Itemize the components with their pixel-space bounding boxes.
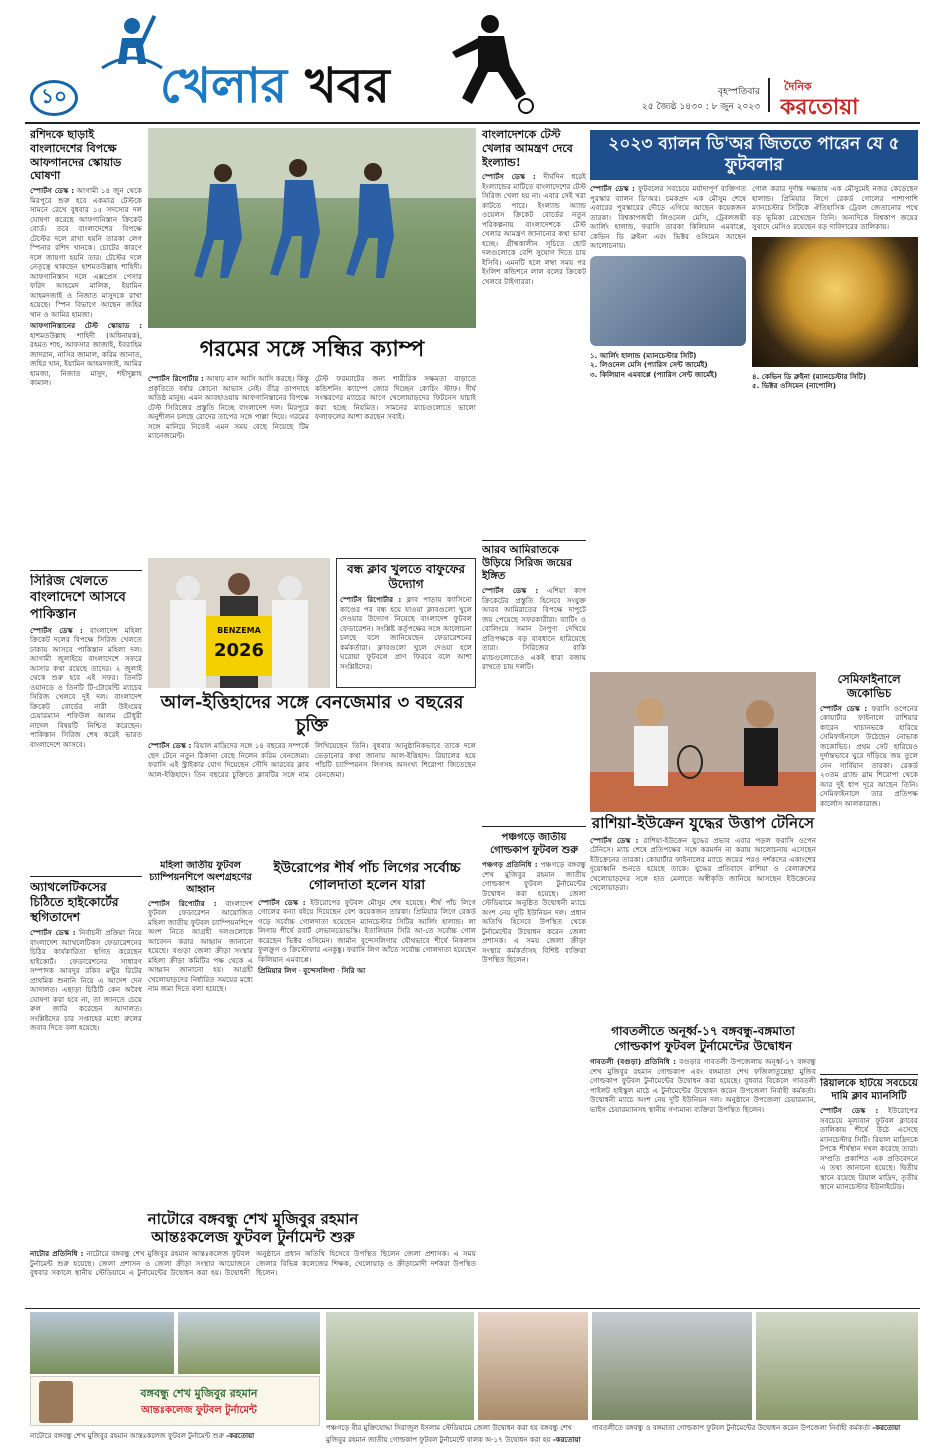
dateline: স্পোর্টস রিপোর্টার : — [148, 374, 204, 383]
story-afghan-squad — [30, 128, 142, 568]
body: বাংলাদেশ ফুটবল ফেডারেশন আয়োজিত মহিলা জাতীয় ফুটবল চ্যাম্পিয়নশিপে অংশ নিতে আগ্রহী দলগুলোকে আবেদন করার আহ্বান জানানো হয়েছে। বগুড়া জেলা ক্রীড়া সংস্থার মহিলা ক্রীড়া কমিটির পক্ষ থেকে এ আহ্বান জানানো হয়। আগ্রহী খেলোয়াড়দের নির্ধারিত সময়ের মধ্যে নাম জমা দিতে বলা হয়েছে। — [148, 898, 253, 994]
body-right: টেস্ট ফরম্যাটের জন্য শারীরিক সক্ষমতা বাড়াতে কন্ডিশনিং ক্যাম্পে জোর দিচ্ছেন কোচিং স্টাফ। দীর্ঘ সংস্করণের ম্যাচের আগে খেলোয়াড়দের ফিটনেস যাচাই করা হচ্ছে নিয়মিত। সামনের ম্যাচগুলোতে ভালো ফলাফলের আশা করছেন সবাই। — [315, 374, 476, 421]
headline: রশিদকে ছাড়াই বাংলাদেশের বিপক্ষে আফগানদের স্কোয়াড ঘোষণা — [30, 128, 122, 183]
player-collage-photo — [590, 256, 746, 346]
gabtali-photo-2 — [756, 1312, 918, 1420]
sub-serie-a: সিরি আ — [341, 966, 366, 976]
headline-1: নাটোরে বঙ্গবন্ধু শেখ মুজিবুর রহমান — [147, 1210, 359, 1228]
issue-date: ২৫ জ্যৈষ্ঠ ১৪৩০ : ৮ জুন ২০২৩ — [641, 102, 760, 112]
section-title-khelar: খেলার — [160, 58, 288, 114]
ballon-dor-trophy-photo — [752, 237, 918, 367]
panchagarh-caption: পঞ্চগড়ে বীর মুক্তিযোদ্ধা সিরাজুল ইসলাম স্টেডিয়ামে জেলা উদ্বোধন করা হয় বঙ্গবন্ধু শেখ মুজিবুর রহমান জাতীয় গোল্ডকাপ ফুটবল টুর্নামেন্টে বালক অ-১৭ উদ্বোধন করা হয় -করতোয়া — [326, 1424, 581, 1444]
headline: রাশিয়া-ইউক্রেন যুদ্ধের উত্তাপ টেনিসে — [591, 814, 815, 832]
dateline: পঞ্চগড় প্রতিনিধি : — [482, 860, 538, 869]
dateline: স্পোর্টস ডেস্ক : — [590, 835, 639, 845]
squad: হাশমতউল্লাহ শাহিদী (অধিনায়ক), রহমত শাহ, আফসার জাজাই, ইবরাহিম জাদরান, নাসির জামাল, করিম জানাত, জহির খান, ইয়ামিন আহমদজাই, আমির হামজা, নিজাত মাসুদ, শহীদুল্লাহ কামাল। — [30, 330, 142, 387]
natore-caption: নাটোরে বঙ্গবন্ধু শেখ মুজিবুর রহমান আন্তঃকলেজ ফুটবল টুর্নামেন্ট শুরু -করতোয়া — [30, 1432, 255, 1440]
dateline: স্পোর্টস ডেস্ক : — [30, 625, 83, 635]
story-pakistan-series — [30, 574, 142, 874]
jersey-name: BENZEMA — [217, 626, 261, 635]
natore-photo-1 — [30, 1312, 174, 1374]
footballer-icon — [430, 8, 540, 118]
story-benzema — [148, 690, 476, 858]
item-5: ৫. ভিক্টর ওসিমেন (নাপোলি) — [752, 381, 837, 390]
headline: গরমের সঙ্গে সন্ধির ক্যাম্প — [199, 336, 425, 362]
item-4: ৪. কেভিন ডি ব্রুইনা (ম্যানচেস্টার সিটি) — [752, 371, 867, 381]
headline: আরব আমিরাতকে উড়িয়ে সিরিজ জয়ের ইঙ্গিত — [482, 544, 573, 583]
sub-premier-league: প্রিমিয়ার লিগ — [258, 966, 297, 976]
camp-photo — [148, 128, 476, 328]
headline: আল-ইত্তিহাদের সঙ্গে বেনজেমার ৩ বছরের চুক্তি — [160, 692, 464, 736]
sub-heading: আফগানিস্তানের টেস্ট স্কোয়াড : — [30, 321, 142, 330]
headline: বাংলাদেশকে টেস্ট খেলার আমন্ত্রণ দেবে ইংল্যান্ড! — [482, 128, 573, 169]
dateline: নাটোর প্রতিনিধি : — [30, 1249, 84, 1258]
sub-bundesliga: বুন্দেসলিগা — [303, 966, 335, 976]
caption-credit: -করতোয়া — [226, 1432, 255, 1440]
body: নাটোরে বঙ্গবন্ধু শেখ মুজিবুর রহমান আন্তঃকলেজ ফুটবল টুর্নামেন্ট শুরু হয়েছে। জেলা প্রশাসন ও জেলা ক্রীড়া সংস্থার আয়োজনে বুধবার সকালে স্থানীয় স্টেডিয়ামে এ টুর্নামেন্টের উদ্বোধন করা হয়। উদ্বোধনী অনুষ্ঠানে প্রধান অতিথি হিসেবে উপস্থিত ছিলেন জেলা প্রশাসক। এ সময় জেলার বিভিন্ন কলেজের শিক্ষক, খেলোয়াড় ও ক্রীড়ামোদী দর্শকরা উপস্থিত ছিলেন। — [30, 1249, 476, 1277]
dateline: স্পোর্টস ডেস্ক : — [482, 586, 539, 596]
story-natore — [30, 1210, 476, 1306]
headline: সিরিজ খেলতে বাংলাদেশে আসবে পাকিস্তান — [30, 574, 126, 622]
masthead-rule — [25, 122, 920, 124]
story-summer-camp — [148, 330, 476, 554]
story-arab-emirates — [482, 544, 586, 824]
gabtali-caption: গাবতলীতে বঙ্গবন্ধু ও বঙ্গমাতা গোল্ডকাপ ফুটবল টুর্নামেন্টের উদ্বোধন করেন উপজেলা নির্বাহী কর্মকর্তা -করতোয়া — [592, 1424, 901, 1432]
story-europe-goals: ইউরোপের শীর্ষ পাঁচ লিগের সর্বোচ্চ গোলদাতা হলেন যারা স্পোর্টস ডেস্ক : ইউরোপের ফুটবল মৌসুম শেষ হয়েছে। শীর্ষ পাঁচ লিগে গোলের বন্যা বইয়ে দিয়েছেন বেশ কয়েকজন তারকা। প্রিমিয়ার লিগে রেকর্ড গড়ে সর্বোচ্চ গোলদাতা হয়েছেন ম্যানচেস্টার সিটির আর্লিং হালান্ড। লা লিগায় শীর্ষে রবার্ট লেভানডোভস্কি। ইতালিয়ান সিরি আ-তে সর্বোচ্চ গোল করেছেন ভিক্টর ওসিমেন। জার্মান বুন্দেসলিগায় যৌথভাবে শীর্ষে নিকলাস ফুলক্রুগ ও ক্রিস্টোফার এনকুঙ্কু। ফরাসি লিগ আঁতে সর্বোচ্চ গোলদাতা হয়েছেন কিলিয়ান এমবাপ্পে। প্রিমিয়ার লিগ · বুন্দেসলিগা · সিরি আ — [258, 860, 476, 976]
headline: সেমিফাইনালে জকোভিচ — [837, 672, 901, 701]
dateline: স্পোর্টস ডেস্ক : — [590, 184, 635, 193]
story-tennis — [590, 814, 816, 1020]
story-real-madrid — [820, 1078, 918, 1208]
dateline: স্পোর্টস ডেস্ক : — [820, 703, 868, 713]
caption-credit: -করতোয়া — [552, 1436, 581, 1444]
banner-portrait-icon — [39, 1381, 73, 1423]
dateline: স্পোর্টস ডেস্ক : — [258, 897, 306, 907]
headline: বন্ধ ক্লাব খুলতে বাফুফের উদ্যোগ — [346, 562, 466, 591]
banner-line-1: বঙ্গবন্ধু শেখ মুজিবুর রহমান — [140, 1387, 258, 1400]
body-left: আষাঢ় মাস আসি আসি করছে। কিন্তু প্রকৃতিতে বর্ষার কোনো আভাস নেই। তীব্র তাপদাহে অতিষ্ঠ মানুষ। এমন আবহাওয়ায় আফগানিস্তানের বিপক্ষে টেস্ট সিরিজের প্রস্তুতি নিচ্ছে বাংলাদেশ দল। মিরপুরে অনুশীলন চলছে রোদের তাপের সঙ্গে পাল্লা দিয়ে। গরমের সঙ্গে মানিয়ে নিতেই এমন সময় বেছে নিয়েছে টিম ম্যানেজমেন্ট। — [148, 374, 309, 440]
body: এশিয়া কাপ ক্রিকেটের প্রস্তুতি হিসেবে সংযুক্ত আরব আমিরাতের বিপক্ষে দাপুটে জয় পেয়েছে সফরকারীরা। ব্যাটিং ও বোলিংয়ে সমান নৈপুণ্য দেখিয়ে প্রতিপক্ষকে বড় ব্যবধানে হারিয়েছে তারা। সিরিজের বাকি ম্যাচগুলোতেও একই ধারা বজায় রাখতে চায় দলটি। — [482, 586, 586, 672]
item-2: ২. লিওনেল মেসি (প্যারিস সেন্ট জার্মেই) — [590, 360, 708, 369]
body: ফরাসি ওপেনের কোয়ার্টার ফাইনালে রাশিয়ার কারেন খাচানভকে হারিয়ে সেমিফাইনালে উঠেছেন নোভাক জকোভিচ। প্রথম সেট হারিয়েও দুর্দান্তভাবে ঘুরে দাঁড়িয়ে জয় তুলে নেন সার্বিয়ান তারকা। রেকর্ড ২৩তম গ্র্যান্ড স্লাম শিরোপা থেকে আর দুই ধাপ দূরে আছেন তিনি। সেমিফাইনালে তার প্রতিপক্ষ কার্লোস আলকারাজ। — [820, 703, 918, 808]
dateline: স্পোর্টস ডেস্ক : — [148, 741, 192, 750]
headline: রিয়ালকে হটিয়ে সবচেয়ে দামি ক্লাব ম্যানসিটি — [820, 1078, 918, 1102]
story-england-test — [482, 128, 586, 536]
body: রিয়াল মাদ্রিদের সঙ্গে ১৪ বছরের সম্পর্কে ছেদ টেনে নতুন ঠিকানা বেছে নিলেন করিম বেনজেমা। ফরাসি এই স্ট্রাইকার যোগ দিয়েছেন সৌদি আরবের ক্লাব আল-ইত্তিহাদে। তিন বছরের চুক্তিতে ক্লাবটির সঙ্গে নাম লিখিয়েছেন তিনি। বুধবার আনুষ্ঠানিকভাবে তাকে দলে ভেড়ানোর কথা জানায় আল-ইত্তিহাদ। রিয়ালের হয়ে পাঁচটি চ্যাম্পিয়নস লিগসহ অসংখ্য শিরোপা জিতেছেন বেনজেমা। — [148, 741, 476, 779]
masthead — [0, 0, 945, 122]
story-club — [336, 558, 476, 688]
weekday: বৃহস্পতিবার — [718, 87, 760, 97]
paper-name-small: দৈনিক — [784, 80, 812, 93]
divider — [482, 540, 586, 541]
photo-strip-rule — [25, 1308, 920, 1309]
item-3: ৩. কিলিয়ান এমবাপ্পে (প্যারিস সেন্ট জার্মেই) — [590, 369, 718, 379]
page-number-badge — [30, 80, 78, 116]
dateline: স্পোর্টস ডেস্ক : — [30, 186, 75, 195]
body: ইউরোপের সবচেয়ে মূল্যবান ফুটবল ক্লাবের তালিকায় শীর্ষে উঠে এসেছে ম্যানচেস্টার সিটি। রিয়াল মাদ্রিদকে টপকে শীর্ষস্থান দখল করেছে তারা। সম্প্রতি প্রকাশিত এক প্রতিবেদনে এ তথ্য জানানো হয়েছে। দ্বিতীয় স্থানে রয়েছে রিয়াল মাদ্রিদ, তৃতীয় স্থানে ম্যানচেস্টার ইউনাইটেড। — [820, 1106, 918, 1191]
body: বগুড়ার গাবতলী উপজেলায় অনূর্ধ্ব-১৭ বঙ্গবন্ধু শেখ মুজিবুর রহমান গোল্ডকাপ এবং বঙ্গমাতা শেখ ফজিলাতুন্নেছা মুজিব গোল্ডকাপ ফুটবল টুর্নামেন্টের উদ্বোধন করা হয়েছে। বুধবার বিকেলে গাবতলী পাইলট হাইস্কুল মাঠে এ টুর্নামেন্টের উদ্বোধন করেন উপজেলা নির্বাহী কর্মকর্তা। উদ্বোধনী ম্যাচে অংশ নেয় দুটি ইউনিয়ন দল। অনুষ্ঠানে উপজেলা চেয়ারম্যান, ভাইস চেয়ারম্যানসহ স্থানীয় গণ্যমান্য ব্যক্তিরা উপস্থিত ছিলেন। — [590, 1057, 816, 1114]
story-panchagarh — [482, 832, 586, 1132]
ballon-dor-banner — [590, 130, 918, 180]
tennis-photo — [590, 672, 816, 812]
story-women-football — [148, 860, 253, 1094]
divider — [820, 1074, 918, 1075]
body: বাংলাদেশ মহিলা ক্রিকেট দলের বিপক্ষে সিরিজ খেলতে ঢাকায় আসবে পাকিস্তান মহিলা দল। আগামী জুলাইয়ে বাংলাদেশে সফরে আসার কথা রয়েছে তাদের। ২ জুলাই থেকে শুরু হবে এই সফর। তিনটি ওয়ানডে ও তিনটি টি-টোয়েন্টি ম্যাচের সিরিজ খেলবে দুই দল। বাংলাদেশ ক্রিকেট বোর্ডের নারী উইংয়ের চেয়ারম্যান শফিউল আলম চৌধুরী নাদেল বিষয়টি নিশ্চিত করেছেন। পাকিস্তান সিরিজ শেষ করেই ভারত বাংলাদেশে আসবে। — [30, 625, 142, 749]
dateline: স্পোর্টস ডেস্ক : — [30, 928, 76, 937]
body: নির্বাচনী প্রক্রিয়া নিয়ে বাংলাদেশ অ্যাথলেটিকস ফেডারেশনের চিঠির কার্যকারিতা স্থগিত করেছেন হাইকোর্ট। ফেডারেশনের সাধারণ সম্পাদক আবদুর রকিব মন্টুর রিটের প্রাথমিক শুনানি নিয়ে এ আদেশ দেন আদালত। এছাড়া চিঠিটি কেন অবৈধ ঘোষণা করা হবে না, তা জানতে চেয়ে রুল জারি করেছেন আদালত। সংশ্লিষ্টদের চার সপ্তাহের মধ্যে রুলের জবাব দিতে বলা হয়েছে। — [30, 928, 142, 1032]
dateline: স্পোর্টস রিপোর্টার : — [340, 595, 402, 604]
masthead-divider — [768, 78, 770, 112]
panchagarh-photo-2 — [478, 1312, 588, 1420]
page-number: ১০ — [41, 83, 67, 108]
story-ballon-dor — [590, 184, 918, 668]
body-2: গোল করার দুর্দান্ত দক্ষতায় এক মৌসুমেই নজর কেড়েছেন হালান্ড। প্রিমিয়ার লিগে রেকর্ড গোলের পাশাপাশি ম্যানচেস্টার সিটিকে ঐতিহাসিক ট্রেবল জেতানোর পথে বড় ভূমিকা রেখেছেন তিনি। অন্যদিকে বিশ্বকাপ জয়ের সুবাদে মেসিও রয়েছেন বড় দাবিদারের তালিকায়। — [752, 184, 918, 231]
item-1: ১. আর্লিং হালান্ড (ম্যানচেস্টার সিটি) — [590, 350, 697, 360]
caption-credit: -করতোয়া — [872, 1424, 901, 1432]
divider — [30, 570, 142, 571]
panchagarh-photo-1 — [326, 1312, 474, 1420]
jersey-number: 2026 — [213, 640, 265, 661]
headline-2: আন্তঃকলেজ ফুটবল টুর্নামেন্ট শুরু — [151, 1228, 355, 1246]
paper-name: করতোয়া — [780, 94, 859, 120]
dateline: স্পোর্টস রিপোর্টার : — [148, 898, 217, 908]
headline: ইউরোপের শীর্ষ পাঁচ লিগের সর্বোচ্চ গোলদাতা হলেন যারা — [273, 860, 461, 893]
story-gabtali — [590, 1024, 816, 1208]
body-1: ফুটবলের সবচেয়ে মর্যাদাপূর্ণ ব্যক্তিগত পুরস্কার ব্যালন ডি'অর। চমকপ্রদ এক মৌসুম শেষে এবারের পুরস্কারের দৌড়ে এগিয়ে আছেন কয়েকজন তারকা। বিশ্বকাপজয়ী লিওনেল মেসি, ট্রেবলজয়ী আর্লিং হালান্ড, ফরাসি তারকা কিলিয়ান এমবাপ্পে, কেভিন ডি ব্রুইনা এবং ভিক্টর ওসিমেন আছেন আলোচনায়। — [590, 184, 747, 250]
banner-line-2: আন্তঃকলেজ ফুটবল টুর্নামেন্ট — [141, 1405, 257, 1416]
natore-banner-photo — [30, 1376, 320, 1426]
headline: ২০২৩ ব্যালন ডি'অর জিততে পারেন যে ৫ ফুটবলার — [608, 133, 900, 175]
gabtali-photo-1 — [592, 1312, 752, 1420]
benzema-photo — [148, 558, 330, 688]
headline: মহিলা জাতীয় ফুটবল চ্যাম্পিয়নশিপে অংশগ্রহণের আহ্বান — [149, 860, 252, 895]
headline: গাবতলীতে অনূর্ধ্ব-১৭ বঙ্গবন্ধু-বঙ্গমাতা গোল্ডকাপ ফুটবল টুর্নামেন্টের উদ্বোধন — [611, 1024, 795, 1053]
divider — [482, 826, 586, 827]
divider — [30, 876, 142, 877]
story-djokovic — [820, 672, 918, 1072]
section-title-khobor: খবর — [305, 58, 390, 114]
story-athletics — [30, 880, 142, 1206]
natore-photo-2 — [178, 1312, 320, 1374]
body: আগামী ১৪ জুন থেকে মিরপুরে শুরু হবে একমাত্র টেস্টকে সামনে রেখে বুধবার ১৫ সদস্যের দল ঘোষণা করেছে আফগানিস্তান ক্রিকেট বোর্ড। তবে বাংলাদেশের বিপক্ষে টেস্টের দলে রাখা হয়নি তারকা লেগ স্পিনার রশিদ খানকে। চোটের কারণে দলে জায়গা হয়নি তার। টেস্টের দলে নেতৃত্বে থাকছেন হাশমতউল্লাহ শাহিদী। আফগানিস্তান দলে এক্সপ্রেস পেসার ফরিদ আহমেদ মালিক, ইয়ামিন আহমদজাই ও নিজাত মাসুদকে রাখা হয়েছে। স্পিন বিভাগে আছেন জহির খান ও আমির হামজা। — [30, 186, 142, 319]
body: পঞ্চগড়ে বঙ্গবন্ধু শেখ মুজিবুর রহমান জাতীয় গোল্ডকাপ ফুটবল টুর্নামেন্টের উদ্বোধন করা হয়েছে। জেলা স্টেডিয়ামে অনুষ্ঠিত উদ্বোধনী ম্যাচে অংশ নেয় দুটি ইউনিয়ন দল। প্রধান অতিথি হিসেবে উপস্থিত থেকে টুর্নামেন্টের উদ্বোধন করেন জেলা প্রশাসক। এ সময় জেলা ক্রীড়া সংস্থার কর্মকর্তাসহ বিশিষ্ট ব্যক্তিরা উপস্থিত ছিলেন। — [482, 860, 586, 964]
headline: অ্যাথলেটিকসের চিঠিতে হাইকোর্টের স্থগিতাদেশ — [30, 880, 119, 924]
body: রাশিয়া-ইউক্রেন যুদ্ধের প্রভাব এবার পড়ল ফরাসি ওপেন টেনিসে। ম্যাচ শেষে প্রতিপক্ষের সঙ্গে করমর্দন না করায় আলোচনায় এসেছেন ইউক্রেনের তারকা। কোয়ার্টার ফাইনালের ম্যাচে জয়ের পরও দর্শকদের একাংশের দুয়োধ্বনি শুনতে হয়েছে তাকে। যুদ্ধের প্রতিবাদে রাশিয়া ও বেলারুশের খেলোয়াড়দের সঙ্গে হাত মেলাতে অস্বীকৃতি জানিয়ে আসছেন ইউক্রেনের খেলোয়াড়রা। — [590, 835, 816, 893]
headline: পঞ্চগড়ে জাতীয় গোল্ডকাপ ফুটবল শুরু — [490, 832, 578, 856]
body: ইউরোপের ফুটবল মৌসুম শেষ হয়েছে। শীর্ষ পাঁচ লিগে গোলের বন্যা বইয়ে দিয়েছেন বেশ কয়েকজন তারকা। প্রিমিয়ার লিগে রেকর্ড গড়ে সর্বোচ্চ গোলদাতা হয়েছেন ম্যানচেস্টার সিটির আর্লিং হালান্ড। লা লিগায় শীর্ষে রবার্ট লেভানডোভস্কি। ইতালিয়ান সিরি আ-তে সর্বোচ্চ গোল করেছেন ভিক্টর ওসিমেন। জার্মান বুন্দেসলিগায় যৌথভাবে শীর্ষে নিকলাস ফুলক্রুগ ও ক্রিস্টোফার এনকুঙ্কু। ফরাসি লিগ আঁতে সর্বোচ্চ গোলদাতা হয়েছেন কিলিয়ান এমবাপ্পে। — [258, 897, 476, 964]
body: ক্লাব পাড়ায় ক্যাসিনো কাণ্ডের পর বন্ধ হয়ে যাওয়া ক্লাবগুলো খুলে দেওয়ার উদ্যোগ নিয়েছে বাংলাদেশ ফুটবল ফেডারেশন। সংশ্লিষ্ট কর্তৃপক্ষের সঙ্গে আলোচনা চলছে বলে জানিয়েছেন ফেডারেশনের কর্মকর্তারা। ক্লাবগুলো খুলে দেওয়া হলে ঘরোয়া ফুটবলে প্রাণ ফিরবে বলে আশা সংশ্লিষ্টদের। — [340, 595, 472, 671]
dateline: স্পোর্টস ডেস্ক : — [820, 1106, 879, 1115]
dateline: স্পোর্টস ডেস্ক : — [482, 172, 536, 182]
dateline: গাবতলী (বগুড়া) প্রতিনিধি : — [590, 1057, 677, 1066]
body: দীর্ঘদিন ধরেই ইংল্যান্ডের মাটিতে বাংলাদেশের টেস্ট সিরিজ খেলা হয় না। এবার সেই খরা কাটতে পারে। ইংল্যান্ড অ্যান্ড ওয়েলস ক্রিকেট বোর্ডের নতুন পরিকল্পনায় বাংলাদেশকে টেস্ট খেলার আমন্ত্রণ জানানোর কথা ভাবা হচ্ছে। গ্রীষ্মকালীন সূচিতে ছোট দলগুলোকে বেশি সুযোগ দিতে চায় ইসিবি। এমনটি হলে লম্বা সময় পর ইংলিশ কন্ডিশনে লাল বলের ক্রিকেট খেলবে টাইগাররা। — [482, 172, 586, 286]
